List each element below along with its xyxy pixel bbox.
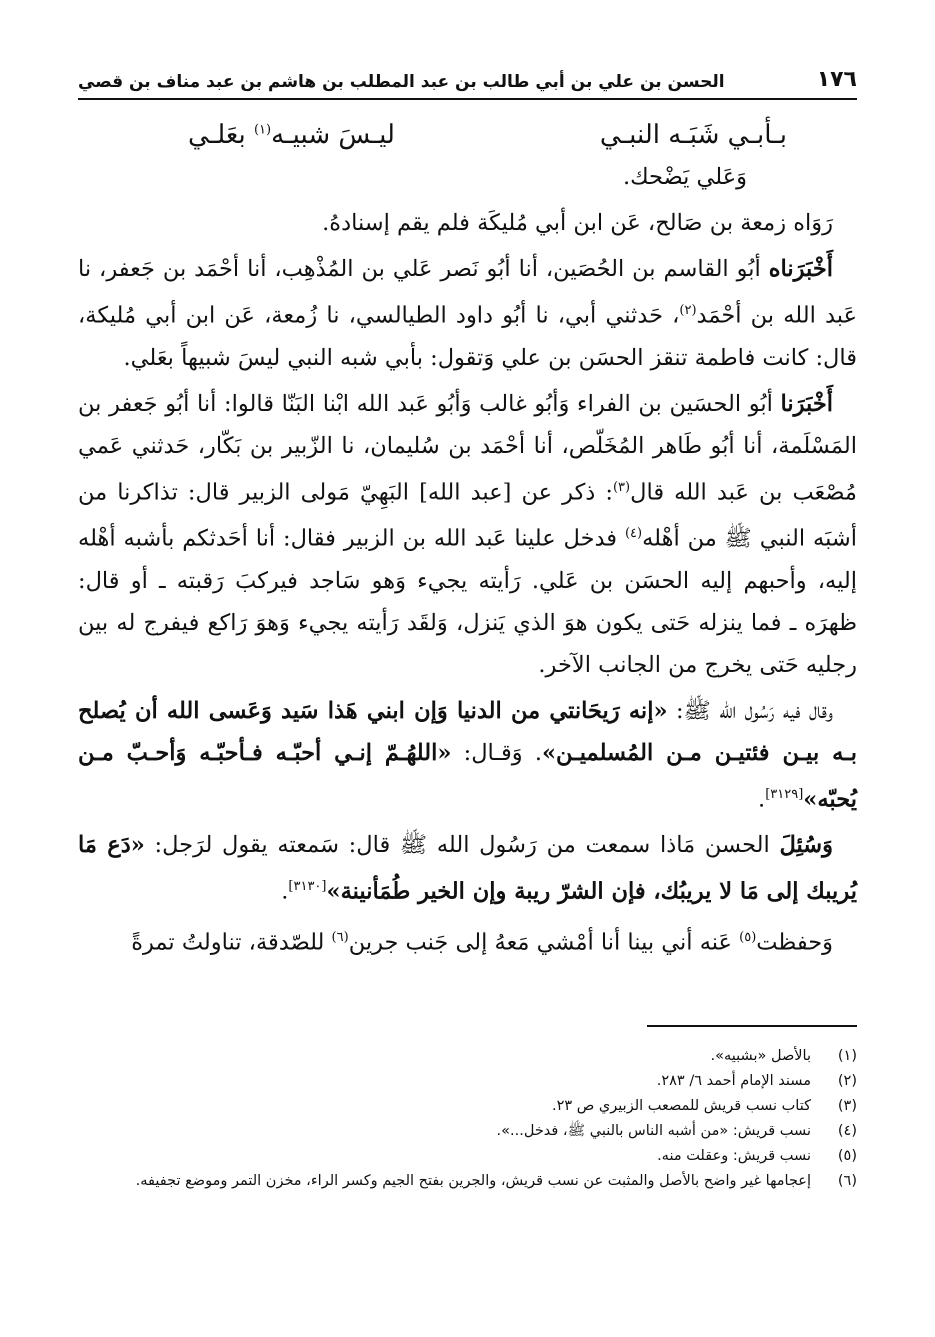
footnote: (٤) نسب قريش: «من أشبه الناس بالنبي ﷺ، فدخل...». xyxy=(496,1123,857,1139)
verse-continuation: وَعَلي يَضْحك. xyxy=(622,164,747,190)
footnote-ref: (٣) xyxy=(612,479,631,495)
paragraph-head: أَخْبَرَناه xyxy=(768,256,833,282)
footnote: (٥) نسب قريش: وعقلت منه. xyxy=(657,1148,857,1164)
footnote-ref: (٦) xyxy=(331,929,349,945)
footnote: (٣) كتاب نسب قريش للمصعب الزبيري ص ٢٣. xyxy=(552,1098,857,1114)
paragraph-5: وَسُئِلَ الحسن مَاذا سمعت من رَسُول الله ﷺ قال: سَمعته يقول لرَجل: «دَع مَا يُريبك إلى مَا لا يريبُك، فإن الشرّ ريبة وإن الخير طُمَأنينة»[٣١٣٠]. xyxy=(78,832,857,905)
footnote-ref: (٢) xyxy=(679,303,697,318)
main-text xyxy=(78,112,857,967)
paragraph-head: أَخْبَرَنا xyxy=(780,390,833,417)
footnote-separator xyxy=(647,1025,857,1027)
footnotes xyxy=(78,1045,857,1195)
hadith-number: [٣١٢٩] xyxy=(765,786,804,802)
footnote-ref: (١) xyxy=(253,122,272,138)
page-header xyxy=(78,52,857,100)
footnote-ref: (٥) xyxy=(739,929,757,945)
footnote: (٦) إعجامها غير واضح بالأصل والمثبت عن نسب قريش، والجرين بفتح الجيم وكسر الراء، مخزن التمر وموضع تجفيفه. xyxy=(135,1173,857,1189)
poem-verse xyxy=(78,120,857,150)
footnote-ref: (٤) xyxy=(624,526,643,541)
paragraph-2: أَخْبَرَناه أبُو القاسم بن الحُصَين، أنا أبُو نَصر عَلي بن المُذْهِب، أنا أحْمَد بن جَعفر، نا عَبد الله بن أحْمَد$^{(٢)}$، حَدثني أبي، نا أبُو داود الطيالسي، نا زُمعة، عَن ابن أبي مُليكة، قال: كانت فاطمة تنقز الحسَن بن علي وَتقول: بأبي شبه النبي ليسَ شبيهاً بعَلي. xyxy=(78,256,858,371)
footnote: (٢) مسند الإمام أحمد ٦/ ٢٨٣. xyxy=(656,1073,857,1089)
running-title: الحسن بن علي بن أبي طالب بن عبد المطلب بن هاشم بن عبد مناف بن قصي xyxy=(78,72,725,92)
verse-first-hemistich: بـأبـي شَبَـه النبـي xyxy=(599,120,787,150)
hadith-quote: «اللهُـمّ إنـي أحبّـه فـأحبّـه وَأحـبّ مـن يُحبّه» xyxy=(78,739,857,812)
paragraph-head: وَسُئِلَ xyxy=(779,832,833,858)
page-number: ١٧٦ xyxy=(816,67,857,92)
hadith-quote: «إنه رَيحَانتي من الدنيا وَإن ابني هَذا سَيد وَعَسى الله أن يُصلح بـه بيـن فئتيـن مـن المُسلميـن» xyxy=(78,697,858,766)
paragraph-6: وَحفظت$^{(٥)}$ عَنه أني بينا أنا أمْشي مَعهُ إلى جَنب جرين$^{(٦)}$ للصّدقة، تناولتُ تمرةً xyxy=(131,929,833,955)
paragraph-4: وقال فيه رَسُول الله ﷺ: «إنه رَيحَانتي من الدنيا وَإن ابني هَذا سَيد وَعَسى الله أن يُصلح بـه بيـن فئتيـن مـن المُسلميـن». وَقـال: «اللهُـمّ إنـي أحبّـه فـأحبّـه وَأحـبّ مـن يُحبّه»[٣١٢٩]. xyxy=(78,697,858,812)
paragraph-1: رَوَاه زمعة بن صَالح، عَن ابن أبي مُليكَة فلم يقم إسنادهُ. xyxy=(322,210,833,236)
footnote: (١) بالأصل «بشبيه». xyxy=(710,1048,857,1064)
hadith-number: [٣١٣٠] xyxy=(288,879,327,894)
hadith-quote: «دَع مَا يُريبك إلى مَا لا يريبُك، فإن الشرّ ريبة وإن الخير طُمَأنينة» xyxy=(78,832,857,905)
verse-second-hemistich: ليـسَ شبيـه$^{(١)}$ بعَلـي xyxy=(188,120,395,150)
paragraph-3: أَخْبَرَنا أبُو الحسَين بن الفراء وَأبُو غالب وَأبُو عَبد الله ابْنا البَنّا قالوا: أنا أبُو جَعفر بن المَسْلَمة، أنا أبُو طَاهر المُخَلّص، أنا أحْمَد بن سُليمان، نا الزّبير بن بَكّار، حَدثني عَمي مُصْعَب بن عَبد الله قال$^{(٣)}$: ذكر عن [عبد الله] البَهِيّ مَولى الزبير قال: تذاكرنا من أشبَه النبي ﷺ من أهْله$^{(٤)}$ فدخل علينا عَبد الله بن الزبير فقال: أنا أحَدثكم بأشبه أهْله إليه، وأحبهم إليه الحسَن بن عَلي. رَأيته يجيء وَهو سَاجد فيركبَ رَقبته ـ أو قال: ظهرَه ـ فما ينزله حَتى يكون هوَ الذي يَنزل، وَلقَد رَأيته يجيء وَهوَ رَاكع فيفرج له بين رجليه حَتى يخرج من الجانب الآخر. xyxy=(78,390,857,678)
